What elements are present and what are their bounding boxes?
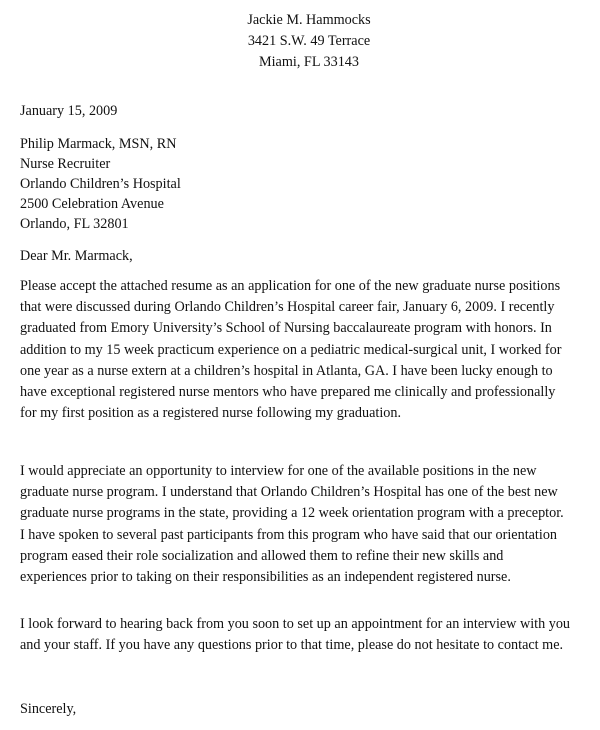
paragraph-line: and your staff. If you have any questions prior to that time, please do not hesitate to contact me. — [20, 637, 564, 654]
sender-address — [0, 10, 600, 73]
body-paragraph-3 — [20, 614, 580, 656]
paragraph-line: graduate nurse programs in the state, providing a 12 week orientation program with a preceptor. — [20, 505, 564, 522]
body-paragraph-2 — [20, 461, 580, 588]
salutation: Dear Mr. Marmack, — [20, 248, 133, 264]
recipient-city: Orlando, FL 32801 — [20, 216, 129, 232]
letter-date: January 15, 2009 — [20, 103, 118, 119]
sender-name: Jackie M. Hammocks — [247, 12, 371, 28]
closing: Sincerely, — [20, 701, 77, 717]
paragraph-line: I have spoken to several past participants from this program who have said that our orientation — [20, 526, 558, 543]
paragraph-line: have exceptional registered nurse mentors who have prepared me clinically and professionally — [20, 384, 556, 401]
paragraph-line: for my first position as a registered nurse following my graduation. — [20, 405, 402, 422]
recipient-street: 2500 Celebration Avenue — [20, 196, 164, 212]
recipient-organization: Orlando Children’s Hospital — [20, 176, 181, 192]
paragraph-line: I would appreciate an opportunity to interview for one of the available positions in the new — [20, 463, 537, 479]
paragraph-line: I look forward to hearing back from you soon to set up an appointment for an interview with you — [20, 616, 571, 632]
recipient-title: Nurse Recruiter — [20, 156, 111, 172]
paragraph-line: graduate nurse program. I understand that Orlando Children’s Hospital has one of the best new — [20, 484, 558, 501]
recipient-name: Philip Marmack, MSN, RN — [20, 136, 177, 152]
paragraph-line: that were discussed during Orlando Children’s Hospital career fair, January 6, 2009. I recently — [20, 299, 555, 316]
paragraph-line: program eased their role socialization and allowed them to refine their new skills and — [20, 547, 504, 564]
paragraph-line: addition to my 15 week practicum experience on a pediatric medical-surgical unit, I worked for — [20, 341, 562, 358]
sender-city: Miami, FL 33143 — [259, 54, 359, 70]
paragraph-line: one year as a nurse extern at a children’s hospital in Atlanta, GA. I have been lucky enough to — [20, 362, 553, 379]
paragraph-line: graduated from Emory University’s School of Nursing baccalaureate program with honors. In — [20, 320, 552, 337]
body-paragraph-1 — [20, 276, 580, 424]
paragraph-line: Please accept the attached resume as an application for one of the new graduate nurse positions — [20, 278, 561, 294]
paragraph-line: experiences prior to taking on their responsibilities as an independent registered nurse. — [20, 569, 511, 586]
sender-street: 3421 S.W. 49 Terrace — [247, 33, 371, 49]
